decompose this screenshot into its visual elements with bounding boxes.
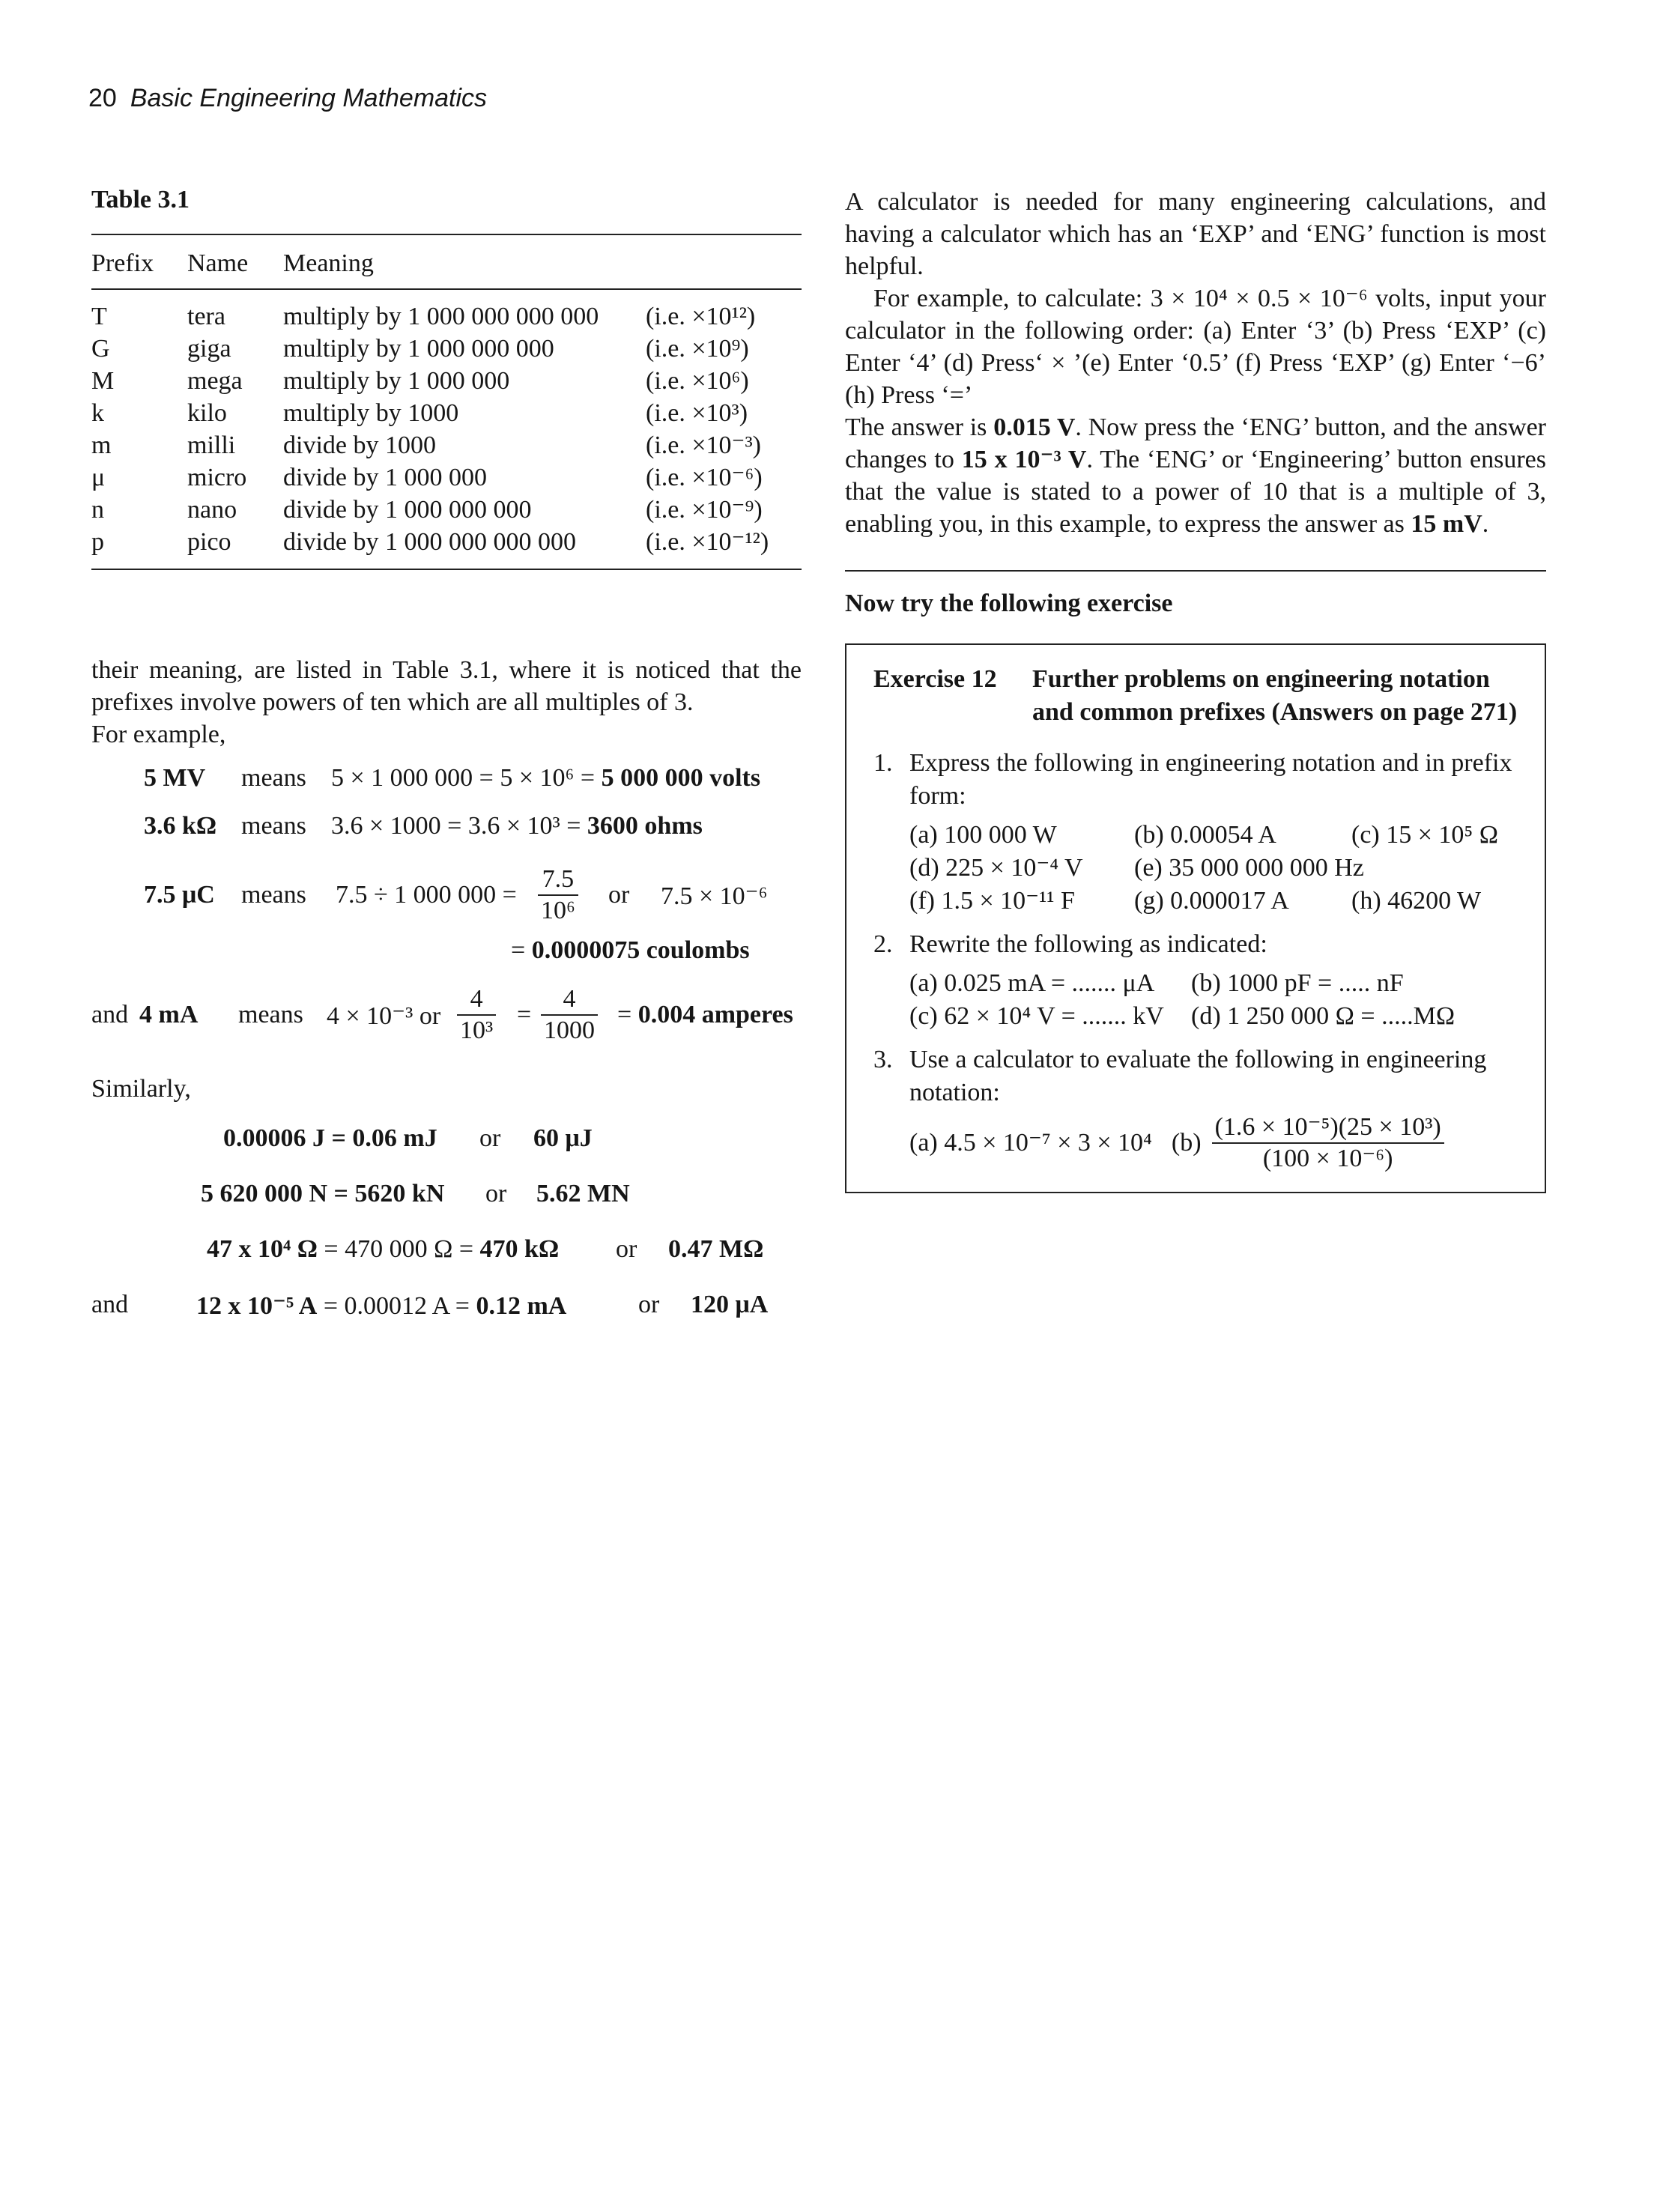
power-cell: (i.e. ×10⁶) [646, 367, 749, 395]
result-prefix: = [511, 936, 532, 964]
page-number: 20 [88, 84, 117, 112]
question-text: Express the following in engineering notation and in prefix form: [909, 749, 1512, 810]
similar-alternative: 60 μJ [533, 1124, 593, 1152]
meaning-cell: divide by 1000 [283, 431, 436, 459]
for-example-text: For example, [91, 721, 226, 748]
similar-line [91, 1124, 802, 1180]
meaning-cell: multiply by 1000 [283, 399, 459, 427]
fraction-numerator: (1.6 × 10⁻⁵)(25 × 10³) [1212, 1112, 1444, 1144]
table-bottom-rule [91, 569, 802, 570]
column-header: Prefix [91, 249, 154, 277]
example-label: 7.5 μC [144, 881, 215, 909]
similar-expression: 0.00006 J = 0.06 mJ [223, 1124, 437, 1152]
equals-sign: = [517, 1001, 532, 1028]
table-row [91, 494, 802, 526]
example-expression: 7.5 ÷ 1 000 000 = [336, 881, 517, 909]
similar-result: 470 kΩ [479, 1235, 560, 1263]
question-part: (b) 1000 pF = ..... nF [1191, 969, 1404, 997]
running-head [88, 84, 487, 113]
question-part: (f) 1.5 × 10⁻¹¹ F [909, 887, 1075, 915]
similar-middle: = 0.00012 A = [317, 1292, 476, 1320]
question-text: Rewrite the following as indicated: [909, 930, 1267, 958]
table-row [91, 333, 802, 365]
question-part: (h) 46200 W [1351, 887, 1482, 915]
similar-line [91, 1180, 802, 1235]
prefix-cell: k [91, 399, 104, 427]
name-cell: micro [187, 464, 247, 491]
example-result: 0.0000075 coulombs [531, 936, 750, 964]
example-line [91, 764, 802, 812]
answer-text: . The ‘ENG’ or ‘Engineering’ button ensures that the value is stated to a power of 10 that is a multiple of 3, enabling you, in this example, to express the answer as [845, 446, 1546, 538]
similar-alternative: 5.62 MN [536, 1180, 630, 1207]
power-cell: (i.e. ×10⁻³) [646, 431, 761, 459]
name-cell: tera [187, 303, 225, 330]
fraction [541, 984, 598, 1046]
similar-expression: 12 x 10⁻⁵ A [196, 1292, 318, 1320]
fraction-numerator: 4 [541, 984, 598, 1016]
meaning-cell: multiply by 1 000 000 [283, 367, 510, 395]
exercise-question [873, 1043, 1531, 1174]
table-row [91, 365, 802, 397]
question-parts [909, 1112, 1531, 1174]
section-rule [845, 570, 1546, 572]
question-part: (e) 35 000 000 000 Hz [1134, 854, 1364, 882]
example-label: 4 mA [139, 1001, 199, 1028]
similar-middle: = 470 000 Ω = [317, 1235, 480, 1263]
question-parts [909, 967, 1455, 1033]
meaning-cell: divide by 1 000 000 000 [283, 496, 532, 524]
fraction-numerator: 7.5 [538, 864, 578, 896]
answer-text: . Now press the ‘ENG’ button, and the answer changes to [845, 413, 1547, 473]
exercise-question [873, 747, 1531, 918]
fraction-denominator: 10³ [460, 1016, 494, 1044]
answer-paragraph [845, 411, 1546, 540]
answer-prefix-value: 15 mV [1411, 510, 1482, 538]
power-cell: (i.e. ×10⁻⁹) [646, 496, 763, 524]
column-header: Name [187, 249, 249, 277]
example-label: 5 MV [144, 764, 206, 792]
similar-expression: 5 620 000 N = 5620 kN [201, 1180, 445, 1207]
prefix-cell: M [91, 367, 115, 395]
column-header [646, 235, 802, 288]
meaning-cell: divide by 1 000 000 [283, 464, 487, 491]
example-line [91, 864, 802, 936]
alternate-form: 7.5 × 10⁻⁶ [661, 882, 768, 910]
name-cell: mega [187, 367, 243, 395]
example-line [91, 812, 802, 864]
question-number: 3. [873, 1046, 893, 1073]
fraction-denominator: (100 × 10⁻⁶) [1262, 1145, 1393, 1172]
prefix-cell: μ [91, 464, 106, 491]
prefix-cell: T [91, 303, 107, 330]
calculator-example-paragraph: For example, to calculate: 3 × 10⁴ × 0.5 × 10⁻⁶ volts, input your calculator in the following order: (a) Enter ‘3’ (b) Press ‘EXP’ (c) Enter ‘4’ (d) Press‘ × ’(e) Enter ‘0.5’ (f) Press ‘EXP’ (g) Enter ‘−6’ (h) Press ‘=’ [845, 285, 1546, 409]
name-cell: pico [187, 528, 231, 556]
example-expression: 3.6 × 1000 = 3.6 × 10³ = [331, 812, 587, 840]
example-expression: 5 × 1 000 000 = 5 × 10⁶ = [331, 764, 602, 792]
means-text: means [238, 1001, 303, 1028]
answer-text: The answer is [845, 413, 994, 441]
similarly-text: Similarly, [91, 1075, 191, 1103]
or-text: or [608, 881, 630, 909]
fraction [538, 864, 578, 926]
prefix-cell: m [91, 431, 112, 459]
example-result: 5 000 000 volts [601, 764, 761, 792]
prefix-cell: p [91, 528, 104, 556]
prefix-table [91, 235, 802, 569]
means-text: means [241, 881, 306, 909]
question-part-label: (b) [1171, 1129, 1202, 1157]
name-cell: kilo [187, 399, 227, 427]
fraction-denominator: 1000 [544, 1016, 595, 1044]
name-cell: nano [187, 496, 237, 524]
table-row [91, 397, 802, 429]
similar-alternative: 0.47 MΩ [668, 1235, 764, 1263]
name-cell: milli [187, 431, 236, 459]
book-title: Basic Engineering Mathematics [130, 84, 488, 112]
table-row [91, 461, 802, 494]
fraction [1212, 1112, 1444, 1174]
similar-line [91, 1291, 802, 1339]
question-part: (a) 0.025 mA = ....... μA [909, 969, 1155, 997]
answer-text: . [1482, 510, 1489, 538]
power-cell: (i.e. ×10¹²) [646, 303, 756, 330]
table-row [91, 290, 802, 333]
name-cell: giga [187, 335, 231, 363]
exercise-heading [873, 663, 1531, 729]
fraction [457, 984, 496, 1046]
intro-paragraph: their meaning, are listed in Table 3.1, where it is noticed that the prefixes involve powers of ten which are all multiples of 3. [91, 656, 802, 716]
example-label: 3.6 kΩ [144, 812, 217, 840]
example-expression: 4 × 10⁻³ or [327, 1002, 441, 1030]
question-part: (d) 1 250 000 Ω = .....MΩ [1191, 1002, 1455, 1030]
prefix-cell: n [91, 496, 104, 524]
meaning-cell: multiply by 1 000 000 000 [283, 335, 554, 363]
column-header: Meaning [283, 249, 374, 277]
fraction-denominator: 10⁶ [541, 897, 575, 924]
table-title: Table 3.1 [91, 186, 190, 213]
similar-expression: 47 x 10⁴ Ω [207, 1235, 318, 1263]
example-line [91, 981, 802, 1059]
or-text: or [638, 1291, 660, 1318]
question-part: (c) 62 × 10⁴ V = ....... kV [909, 1002, 1164, 1030]
exercise-question [873, 928, 1531, 1033]
question-parts [909, 819, 1531, 918]
table-header-row [91, 235, 802, 288]
table-row [91, 526, 802, 569]
power-cell: (i.e. ×10⁻¹²) [646, 528, 769, 556]
similar-alternative: 120 μA [691, 1291, 769, 1318]
or-text: or [479, 1124, 501, 1152]
exercise-box [845, 643, 1546, 1193]
and-text: and [91, 1291, 129, 1318]
or-text: or [616, 1235, 637, 1263]
meaning-cell: multiply by 1 000 000 000 000 [283, 303, 599, 330]
power-cell: (i.e. ×10⁹) [646, 335, 749, 363]
fraction-numerator: 4 [457, 984, 496, 1016]
example-line [91, 936, 802, 981]
question-part: (d) 225 × 10⁻⁴ V [909, 854, 1083, 882]
calculator-paragraph: A calculator is needed for many engineering calculations, and having a calculator which has an ‘EXP’ and ‘ENG’ function is most helpful. [845, 188, 1546, 280]
question-text: Use a calculator to evaluate the following in engineering notation: [909, 1046, 1487, 1106]
means-text: means [241, 812, 306, 840]
question-part: (g) 0.000017 A [1134, 887, 1289, 915]
or-text: or [485, 1180, 507, 1207]
exercise-number: Exercise 12 [873, 665, 997, 693]
meaning-cell: divide by 1 000 000 000 000 [283, 528, 576, 556]
similar-line [91, 1235, 802, 1291]
similar-result: 0.12 mA [476, 1292, 567, 1320]
exercise-title: Further problems on engineering notation and common prefixes (Answers on page 271) [1032, 665, 1518, 726]
question-part: (a) 4.5 × 10⁻⁷ × 3 × 10⁴ [909, 1129, 1152, 1157]
left-column [91, 186, 802, 1339]
question-number: 2. [873, 930, 893, 958]
table-row [91, 429, 802, 461]
means-text: means [241, 764, 306, 792]
power-cell: (i.e. ×10⁻⁶) [646, 464, 763, 491]
question-part: (b) 0.00054 A [1134, 821, 1276, 849]
power-cell: (i.e. ×10³) [646, 399, 748, 427]
right-column [845, 186, 1546, 1193]
prefix-cell: G [91, 335, 110, 363]
result-prefix: = [617, 1001, 638, 1028]
try-exercise-heading: Now try the following exercise [845, 590, 1173, 617]
example-result: 3600 ohms [587, 812, 703, 840]
question-part: (a) 100 000 W [909, 821, 1057, 849]
answer-eng-value: 15 x 10⁻³ V [961, 446, 1087, 473]
question-part: (c) 15 × 10⁵ Ω [1351, 821, 1499, 849]
and-text: and [91, 1001, 129, 1028]
answer-value: 0.015 V [993, 413, 1076, 441]
question-number: 1. [873, 749, 893, 777]
example-result: 0.004 amperes [637, 1001, 793, 1028]
